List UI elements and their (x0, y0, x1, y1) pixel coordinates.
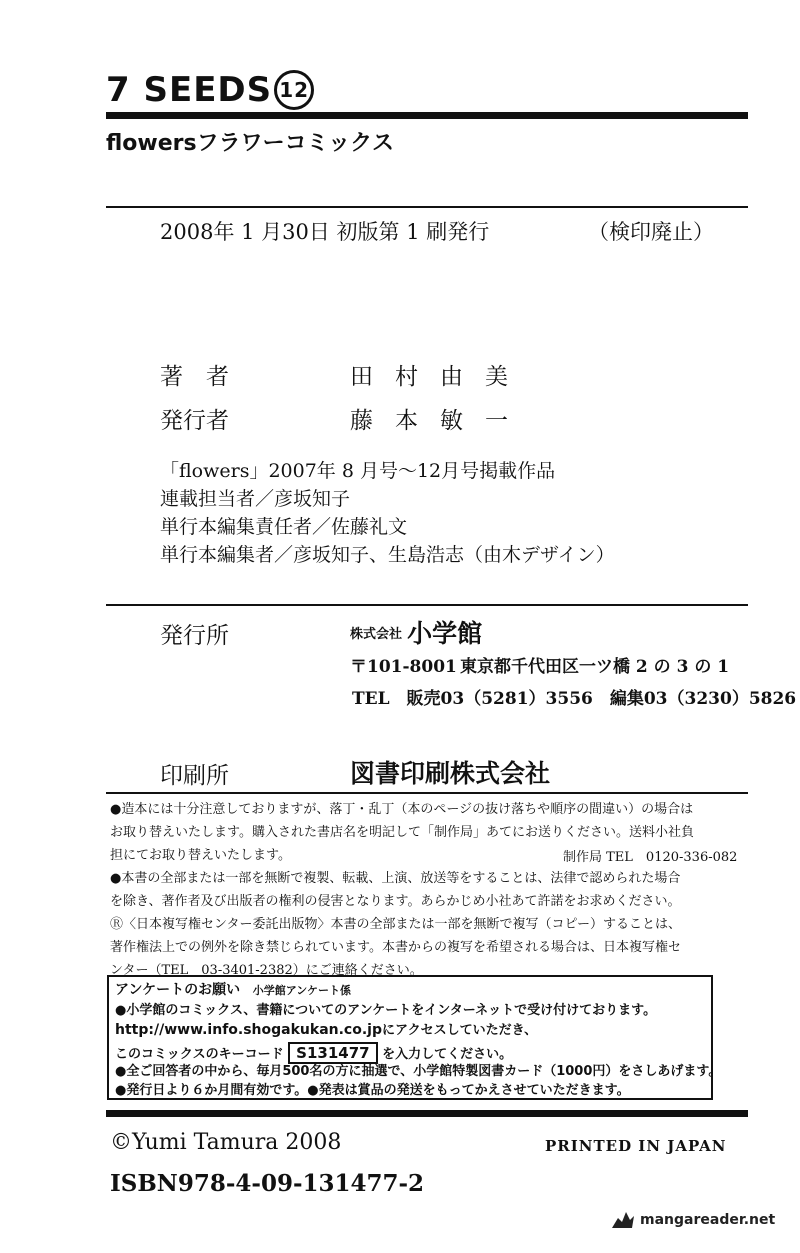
publisher-rule (106, 604, 748, 606)
notices-rule (106, 792, 748, 794)
serialization-info: 「flowers」2007年 8 月号～12月号掲載作品 (160, 460, 556, 482)
survey-line: ●全ご回答者の中から、毎月500名の方に抽選で、小学館特製図書カード（1000円）をさしあげます。 (115, 1064, 722, 1079)
survey-title: アンケートのお願い (115, 982, 241, 998)
survey-dept: 小学館アンケート係 (252, 984, 352, 997)
company-prefix: 株式会社 (350, 627, 403, 642)
watermark: mangareader.net (640, 1212, 776, 1228)
survey-url-row (115, 1021, 537, 1040)
watermark-figure-icon (610, 1208, 636, 1232)
serial-editor: 連載担当者／彦坂知子 (160, 488, 351, 510)
volume-number: 12 (274, 70, 314, 110)
notice-line: ンター（TEL 03-3401-2382）にご連絡ください。 (110, 963, 423, 978)
printer-label: 印刷所 (160, 763, 229, 789)
chief-editor: 単行本編集責任者／佐藤礼文 (160, 516, 408, 538)
notice-line: ●造本には十分注意しておりますが、落丁・乱丁（本のページの抜け落ちや順序の間違い）の場合は (110, 802, 694, 817)
notice-line: 著作権法上での例外を除き禁じられています。本書からの複写を希望される場合は、日本複写権セ (110, 940, 681, 955)
notice-line: ●本書の全部または一部を無断で複製、転載、上演、放送等をすることは、法律で認められた場合 (110, 871, 681, 886)
key-code: S131477 (288, 1042, 377, 1064)
survey-line: ●発行日より６か月間有効です。●発表は賞品の発送をもってかえさせていただきます。 (115, 1083, 630, 1098)
series-name: flowersフラワーコミックス (106, 131, 394, 156)
printed-in: PRINTED IN JAPAN (545, 1137, 727, 1155)
seal-note: （検印廃止） (588, 220, 714, 244)
publisher-address: 東京都千代田区一ツ橋 2 の 3 の 1 (460, 657, 730, 677)
edition-date: 2008年 1 月30日 初版第 1 刷発行 (160, 220, 490, 244)
footer-rule (106, 1110, 748, 1117)
printer-company: 図書印刷株式会社 (350, 759, 551, 788)
publisher-label: 発行所 (160, 623, 229, 649)
copyright: ©Yumi Tamura 2008 (110, 1130, 342, 1155)
issuer-name: 藤本敏一 (350, 408, 530, 434)
notice-line: Ⓡ〈日本複写権センター委託出版物〉本書の全部または一部を無断で複写（コピー）することは、 (110, 917, 681, 932)
publisher-postal: 〒101-8001 (350, 657, 457, 677)
title-text: 7 SEEDS (106, 70, 273, 110)
header-rule-thick (106, 112, 748, 119)
publisher-tel: TEL 販売03（5281）3556 編集03（3230）5826 (352, 689, 797, 709)
issuer-role: 発行者 (160, 408, 229, 434)
company-name: 小学館 (407, 619, 483, 648)
book-title (106, 70, 314, 110)
production-contact: 制作局 TEL 0120-336-082 (563, 850, 738, 865)
survey-url-suffix: にアクセスしていただき、 (381, 1023, 538, 1038)
survey-url[interactable]: http://www.info.shogakukan.co.jp (115, 1022, 382, 1038)
code-prefix: このコミックスのキーコード (115, 1047, 284, 1062)
survey-code-row (115, 1042, 512, 1064)
survey-title-row (115, 981, 351, 1000)
notice-line: を除き、著作者及び出版者の権利の侵害となります。あらかじめ小社あて許諾をお求めください。 (110, 894, 681, 909)
isbn: ISBN978-4-09-131477-2 (110, 1170, 425, 1197)
author-name: 田村由美 (350, 364, 530, 390)
header-rule-thin (106, 206, 748, 208)
publisher-company (350, 614, 482, 650)
survey-line: ●小学館のコミックス、書籍についてのアンケートをインターネットで受け付けております。 (115, 1003, 657, 1018)
author-role: 著 者 (160, 364, 229, 390)
book-editors: 単行本編集者／彦坂知子、生島浩志（由木デザイン） (160, 544, 615, 566)
notice-line: お取り替えいたします。購入された書店名を明記して「制作局」あてにお送りください。送料小社負 (110, 825, 694, 840)
code-suffix: を入力してください。 (382, 1047, 513, 1062)
notice-line: 担にてお取り替えいたします。 (110, 848, 291, 863)
